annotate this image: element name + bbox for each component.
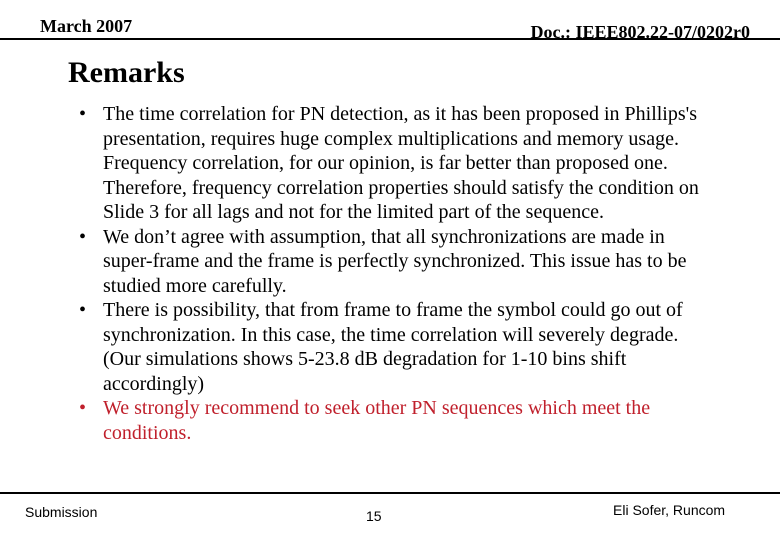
document-id: Doc.: IEEE802.22-07/0202r0 [530, 22, 750, 42]
bullet-item-1: • The time correlation for PN detection, as it has been proposed in Phillips's presentation, requires huge complex multiplications and memory usage. Frequency correlation, for our opinion, is far better than proposed one. Therefore, frequency correlation properties should satisfy the condition on Slide 3 for all lags and not for the limited part of the sequence. [75, 102, 715, 225]
bullet-list [75, 102, 715, 445]
bullet-item-recommendation: • We strongly recommend to seek other PN sequences which meet the conditions. [75, 396, 715, 445]
header-divider [0, 38, 780, 40]
footer-divider [0, 492, 780, 494]
footer-submission-label: Submission [25, 504, 98, 520]
header-date: March 2007 [40, 16, 133, 36]
bullet-item-2: • We don’t agree with assumption, that all synchronizations are made in super-frame and the frame is perfectly synchronized. This issue has to be studied more carefully. [75, 225, 715, 299]
slide-title: Remarks [68, 56, 185, 89]
page-number: 15 [366, 508, 382, 524]
bullet-item-3: • There is possibility, that from frame to frame the symbol could go out of synchronization. In this case, the time correlation will severely degrade. (Our simulations shows 5-23.8 dB degradation for 1-10 bins shift accordingly) [75, 298, 715, 396]
footer-author: Eli Sofer, Runcom [613, 502, 726, 518]
